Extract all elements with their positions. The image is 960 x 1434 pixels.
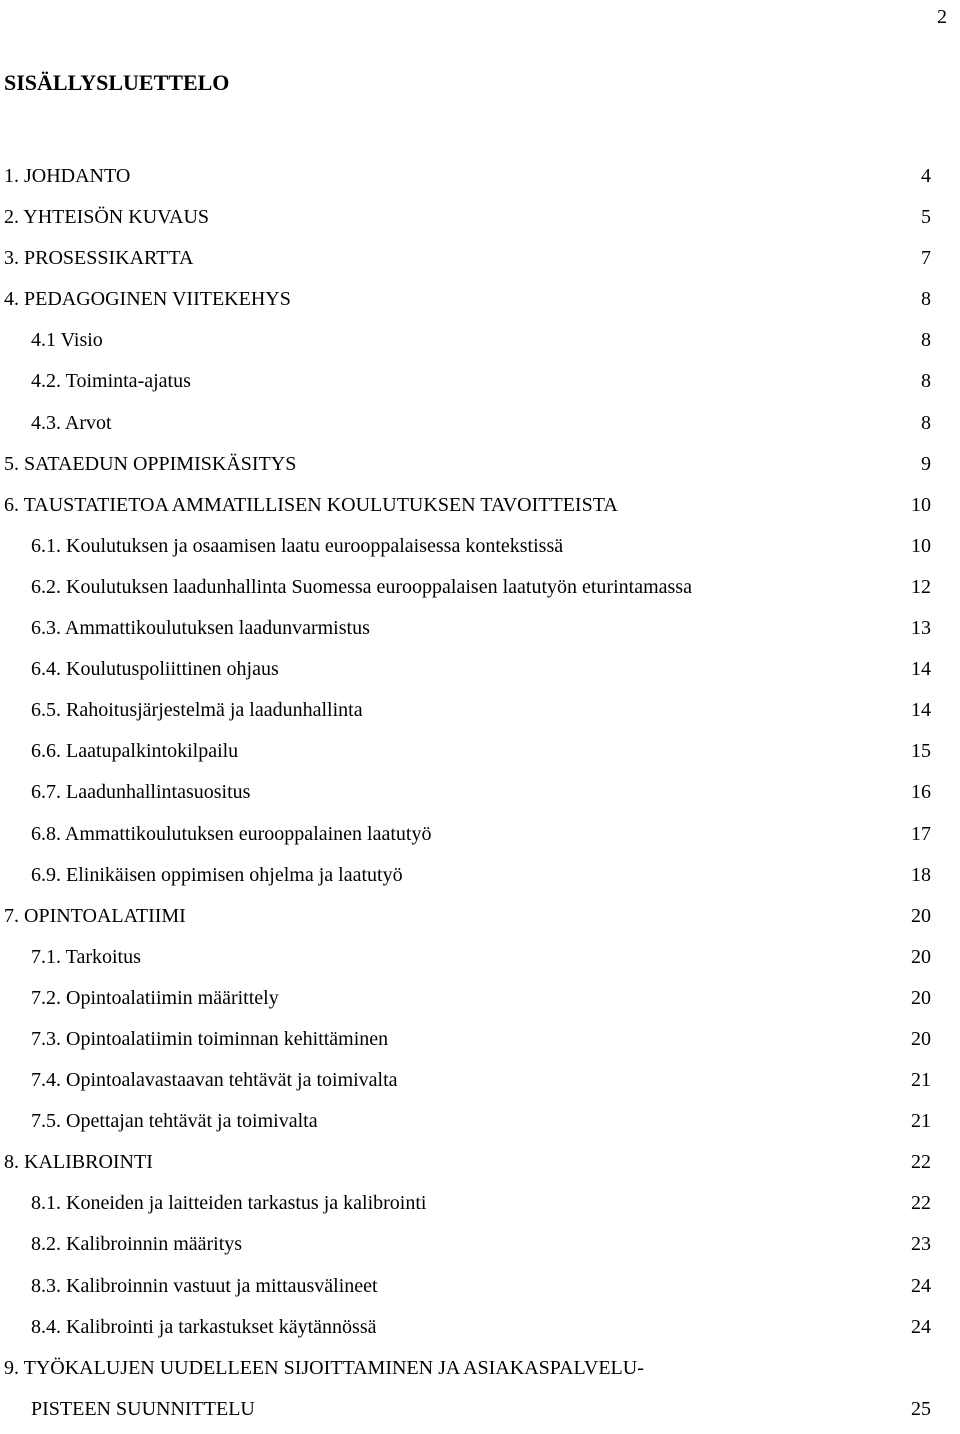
toc-entry [0, 1105, 960, 1146]
toc-entry-label: 7.1. Tarkoitus [31, 945, 141, 968]
page-title: SISÄLLYSLUETTELO [4, 70, 230, 95]
toc-entry-label: 9. TYÖKALUJEN UUDELLEEN SIJOITTAMINEN JA ASIAKASPALVELU- [4, 1356, 644, 1379]
toc-entry [0, 653, 960, 694]
toc-entry-label: 8.2. Kalibroinnin määritys [31, 1233, 243, 1256]
toc-entry-label: 6.4. Koulutuspoliittinen ohjaus [31, 658, 279, 681]
toc-entry [0, 283, 960, 324]
toc-entry-label: PISTEEN SUUNNITTELU [31, 1397, 255, 1420]
toc-entry-page: 10 [911, 493, 931, 516]
toc-entry [0, 941, 960, 982]
toc-entry-page: 20 [911, 986, 931, 1009]
toc-entry [0, 1352, 960, 1393]
toc-entry-label: 8.1. Koneiden ja laitteiden tarkastus ja kalibrointi [31, 1192, 427, 1215]
toc-entry [0, 448, 960, 489]
toc-entry-page: 14 [911, 699, 931, 722]
toc-entry-label: 6.8. Ammattikoulutuksen eurooppalainen laatutyö [31, 822, 432, 845]
toc-entry [0, 859, 960, 900]
toc-entry-page: 15 [911, 740, 931, 763]
toc-entry [0, 1228, 960, 1269]
toc-entry-label: 7.4. Opintoalavastaavan tehtävät ja toimivalta [31, 1069, 398, 1092]
toc-entry-label: 6.7. Laadunhallintasuositus [31, 781, 251, 804]
toc-entry-page: 23 [911, 1233, 931, 1256]
toc-entry [0, 530, 960, 571]
toc-entry-page: 21 [911, 1110, 931, 1133]
toc-entry-label: 8.4. Kalibrointi ja tarkastukset käytännössä [31, 1315, 377, 1338]
toc-entry [0, 694, 960, 735]
toc-entry-page: 8 [921, 411, 931, 434]
toc-entry [0, 982, 960, 1023]
toc-entry-label: 3. PROSESSIKARTTA [4, 247, 194, 270]
toc-entry-page: 24 [911, 1274, 931, 1297]
toc-entry-label: 2. YHTEISÖN KUVAUS [4, 206, 210, 229]
toc-entry-label: 7.2. Opintoalatiimin määrittely [31, 986, 279, 1009]
toc-entry-page: 8 [921, 288, 931, 311]
toc-entry-page: 22 [911, 1192, 931, 1215]
toc-entry [0, 1064, 960, 1105]
toc-entry-label: 4.1 Visio [31, 329, 103, 352]
toc-entry [0, 365, 960, 406]
toc-entry-page: 9 [921, 452, 931, 475]
toc-entry [0, 1146, 960, 1187]
toc-entry [0, 160, 960, 201]
toc-entry [0, 407, 960, 448]
table-of-contents [0, 160, 960, 1434]
toc-entry-label: 4.3. Arvot [31, 411, 112, 434]
toc-entry-page: 20 [911, 945, 931, 968]
toc-entry-label: 8. KALIBROINTI [4, 1151, 153, 1174]
toc-entry-page: 22 [911, 1151, 931, 1174]
toc-entry-page: 14 [911, 658, 931, 681]
toc-entry-page: 12 [911, 575, 931, 598]
toc-entry-label: 7. OPINTOALATIIMI [4, 904, 186, 927]
toc-entry [0, 735, 960, 776]
toc-entry [0, 324, 960, 365]
toc-entry [0, 900, 960, 941]
toc-entry [0, 612, 960, 653]
toc-entry-page: 5 [921, 206, 931, 229]
toc-entry-label: 4.2. Toiminta-ajatus [31, 370, 191, 393]
toc-entry-label: 1. JOHDANTO [4, 165, 131, 187]
toc-entry [0, 1311, 960, 1352]
toc-entry-page: 20 [911, 1027, 931, 1050]
toc-entry-label: 7.3. Opintoalatiimin toiminnan kehittäminen [31, 1027, 389, 1050]
toc-entry-page: 25 [911, 1397, 931, 1420]
toc-entry [0, 242, 960, 283]
toc-entry [0, 201, 960, 242]
toc-entry [0, 776, 960, 817]
toc-entry-label: 7.5. Opettajan tehtävät ja toimivalta [31, 1110, 318, 1133]
toc-entry [0, 489, 960, 530]
page-number: 2 [937, 6, 947, 28]
toc-entry-label: 5. SATAEDUN OPPIMISKÄSITYS [4, 452, 297, 475]
toc-entry-label: 6.2. Koulutuksen laadunhallinta Suomessa eurooppalaisen laatutyön eturintamassa [31, 575, 692, 598]
toc-entry-page: 8 [921, 370, 931, 393]
toc-entry [0, 818, 960, 859]
toc-entry-label: 6.5. Rahoitusjärjestelmä ja laadunhallinta [31, 699, 363, 722]
toc-entry-page: 20 [911, 904, 931, 927]
toc-entry-page: 16 [911, 781, 931, 804]
toc-entry [0, 1187, 960, 1228]
toc-entry [0, 1393, 960, 1434]
toc-entry [0, 571, 960, 612]
toc-entry-label: 6. TAUSTATIETOA AMMATILLISEN KOULUTUKSEN TAVOITTEISTA [4, 493, 618, 516]
toc-entry-page: 7 [921, 247, 931, 270]
toc-entry [0, 1023, 960, 1064]
toc-entry-page: 13 [911, 617, 931, 640]
toc-entry-label: 6.3. Ammattikoulutuksen laadunvarmistus [31, 617, 370, 640]
toc-entry-page: 8 [921, 329, 931, 352]
toc-entry-page: 4 [921, 165, 931, 187]
toc-entry-page: 18 [911, 863, 931, 886]
toc-entry-label: 4. PEDAGOGINEN VIITEKEHYS [4, 288, 291, 311]
toc-entry-page: 24 [911, 1315, 931, 1338]
toc-entry-page: 10 [911, 534, 931, 557]
toc-entry [0, 1270, 960, 1311]
toc-entry-page: 17 [911, 822, 931, 845]
toc-entry-page: 21 [911, 1069, 931, 1092]
toc-entry-label: 6.1. Koulutuksen ja osaamisen laatu eurooppalaisessa kontekstissä [31, 534, 564, 557]
toc-entry-label: 6.6. Laatupalkintokilpailu [31, 740, 239, 763]
toc-entry-label: 6.9. Elinikäisen oppimisen ohjelma ja laatutyö [31, 863, 403, 886]
toc-entry-label: 8.3. Kalibroinnin vastuut ja mittausvälineet [31, 1274, 378, 1297]
